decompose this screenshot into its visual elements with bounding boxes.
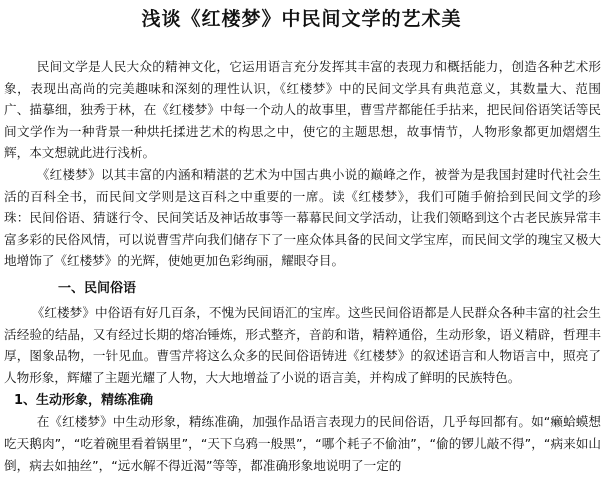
- paragraph-vivid: 在《红楼梦》中生动形象，精练准确，加强作品语言表现力的民间俗语，几乎每回都有。如“癞蛤蟆想吃天鹅肉”，“吃着碗里看着锅里”，“天下乌鸦一般黑”，“哪个耗子不偷油”，“偷的锣儿敲不得”，“病来如山倒，病去如抽丝”，“远水解不得近渴”等等，都准确形象地说明了一定的: [4, 414, 601, 473]
- paragraph-folk-sayings: 《红楼梦》中俗语有好几百条，不愧为民间语汇的宝库。这些民间俗语都是人民群众各种丰富的社会生活经验的结晶，又有经过长期的熔冶锤炼，形式整齐，音韵和谐，精粹通俗，生动形象，语义精辟，哲理丰厚，图象品物，一针见血。曹雪芹将这么众多的民间俗语铸进《红楼梦》的叙述语言和人物语言中，照亮了人物形象，辉耀了主题光耀了人物，大大地增益了小说的语言美，并构成了鲜明的民族特色。: [4, 304, 601, 385]
- document-body: [4, 56, 601, 476]
- paragraph-intro: 民间文学是人民大众的精神文化，它运用语言充分发挥其丰富的表现力和概括能力，创造各种艺术形象，表现出高尚的完美趣味和深刻的理性认识，《红楼梦》中的民间文学具有典范意义，其数量大、范围广、描摹细，独秀于林，在《红楼梦》中每一个动人的故事里，曹雪芹都能任手拈来，把民间俗语笑话等民间文学作为一种背景一种烘托揉进艺术的构思之中，使它的主题思想，故事情节，人物形象都更加熠熠生辉，本文想就此进行浅析。: [4, 59, 601, 161]
- section-heading-folk-sayings: 一、民间俗语: [58, 280, 137, 296]
- paragraph-overview: 《红楼梦》以其丰富的内涵和精湛的艺术为中国古典小说的巅峰之作，被誉为是我国封建时代社会生活的百科全书，而民间文学则是这百科之中重要的一席。读《红楼梦》，我们可随手俯拾到民间文学的珍珠：民间俗语、猜谜行令、民间笑话及神话故事等一幕幕民间文学活动，让我们领略到这个古老民族异常丰富多彩的民俗风情，可以说曹雪芹向我们储存下了一座众体具备的民间文学宝库，而民间文学的瑰宝又极大地增饰了《红楼梦》的光辉，使她更加色彩绚丽，耀眼夺目。: [4, 166, 601, 269]
- document-title: 浅谈《红楼梦》中民间文学的艺术美: [141, 8, 462, 30]
- subsection-heading-vivid: 1、生动形象，精练准确: [14, 393, 154, 409]
